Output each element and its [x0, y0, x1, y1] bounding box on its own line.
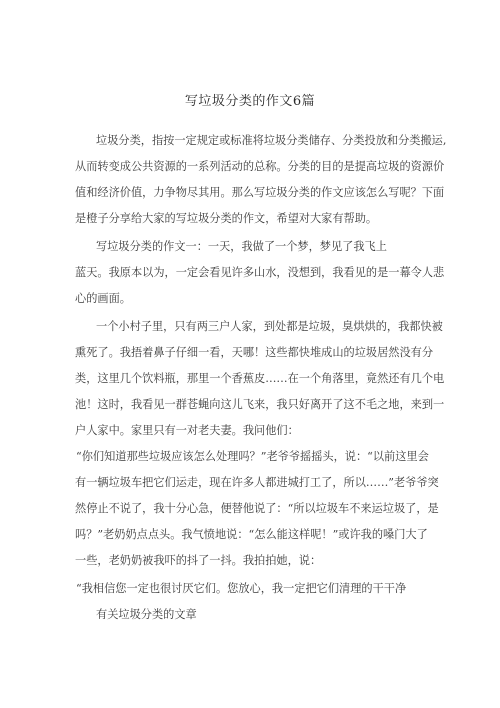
document-title: 写垃圾分类的作文6篇: [184, 94, 316, 109]
paragraph-line: 吗？”老奶奶点点头。我气愤地说：“怎么能这样呢！”或许我的嗓门大了: [75, 528, 428, 541]
paragraph-line: 从而转变成公共资源的一系列活动的总称。分类的目的是提高垃圾的资源价: [75, 160, 445, 173]
footer-caption: 有关垃圾分类的文章: [96, 608, 197, 621]
paragraph-line: 垃圾分类，指按一定规定或标准将垃圾分类储存、分类投放和分类搬运,: [96, 134, 447, 147]
paragraph-line: 然停止不说了，我十分心急，便替他说了：“所以垃圾车不来运垃圾了，是: [75, 502, 439, 515]
paragraph-line: 蓝天。我原本以为，一定会看见许多山水，没想到，我看见的是一幕令人悲: [75, 266, 445, 279]
paragraph-line: 心的画面。: [75, 292, 131, 305]
paragraph-line: “我相信您一定也很讨厌它们。您放心，我一定把它们清理的干干净: [76, 582, 407, 595]
paragraph-line: 有一辆垃圾车把它们运走，现在许多人都进城打工了，所以……”老爷爷突: [75, 476, 439, 489]
paragraph-line: 写垃圾分类的作文一：一天，我做了一个梦，梦见了我飞上: [96, 240, 387, 253]
paragraph-line: 熏死了。我捂着鼻子仔细一看，天哪！这些都快堆成山的垃圾居然没有分: [75, 346, 434, 359]
paragraph-line: 类，这里几个饮料瓶，那里一个香蕉皮……在一个角落里，竟然还有几个电: [75, 372, 445, 385]
paragraph-line: 池！这时，我看见一群苍蝇向这儿飞来，我只好离开了这不毛之地，来到一: [75, 398, 445, 411]
paragraph-line: 一些，老奶奶被我吓的抖了一抖。我拍拍她，说：: [75, 554, 322, 567]
paragraph-line: 一个小村子里，只有两三户人家，到处都是垃圾，臭烘烘的，我都快被: [96, 320, 443, 333]
paragraph-line: 是橙子分享给大家的写垃圾分类的作文，希望对大家有帮助。: [75, 212, 378, 225]
paragraph-line: 值和经济价值，力争物尽其用。那么写垃圾分类的作文应该怎么写呢？下面: [75, 186, 445, 199]
paragraph-line: 户人家中。家里只有一对老夫妻。我问他们：: [75, 424, 299, 437]
paragraph-line: “你们知道那些垃圾应该怎么处理吗？”老爷爷摇摇头，说：“以前这里会: [76, 450, 429, 463]
